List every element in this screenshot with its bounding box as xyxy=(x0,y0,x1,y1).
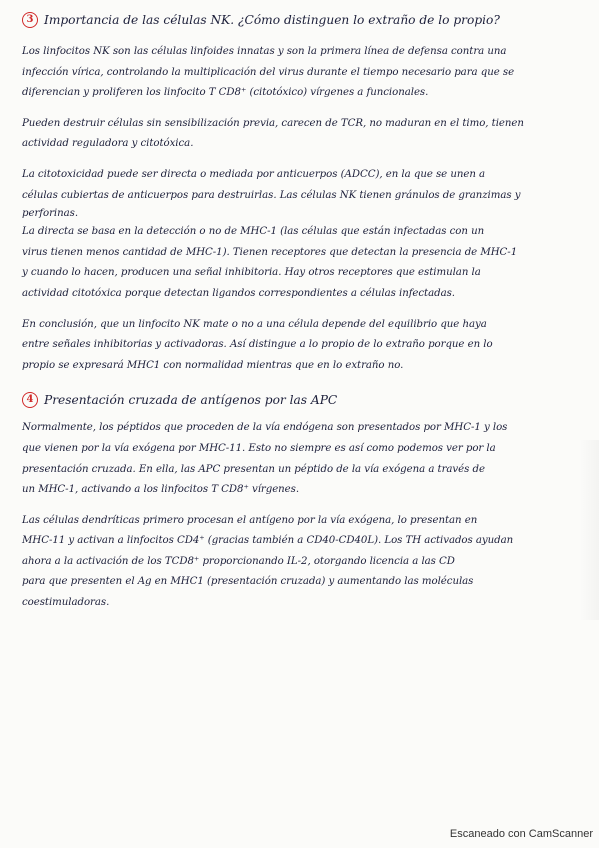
s3-line-12: actividad citotóxica porque detectan ligandos correspondientes a células infectadas. xyxy=(22,287,455,299)
section-3-heading xyxy=(22,10,588,30)
s3-line-3: diferencian y proliferen los linfocito T CD8⁺ (citotóxico) vírgenes a funcionales. xyxy=(22,87,429,99)
s4-line-6: MHC-11 y activan a linfocitos CD4⁺ (gracias también a CD40-CD40L). Los TH activados ayudan xyxy=(22,535,514,547)
section-4-title: Presentación cruzada de antígenos por las APC xyxy=(44,393,338,408)
s3-line-1: Los linfocitos NK son las células linfoides innatas y son la primera línea de defensa contra una xyxy=(22,46,507,57)
s4-line-4: un MHC-1, activando a los linfocitos T CD8⁺ vírgenes. xyxy=(22,484,300,496)
s3-line-8: perforinas. xyxy=(22,208,79,220)
s4-line-5: Las células dendríticas primero procesan el antígeno por la vía exógena, lo presentan en xyxy=(22,514,478,526)
s4-line-9: coestimuladoras. xyxy=(22,597,110,609)
s3-line-13: En conclusión, que un linfocito NK mate o no a una célula depende del equilibrio que haya xyxy=(22,318,487,330)
s3-line-11: y cuando lo hacen, producen una señal inhibitoria. Hay otros receptores que estimulan la xyxy=(22,267,481,279)
s3-line-10: virus tienen menos cantidad de MHC-1). Tienen receptores que detectan la presencia de MHC-1 xyxy=(22,246,518,258)
s4-line-3: presentación cruzada. En ella, las APC presentan un péptido de la vía exógena a través de xyxy=(22,463,485,475)
s3-line-15: propio se expresará MHC1 con normalidad mientras que en lo extraño no. xyxy=(22,359,404,371)
section-3-number-circle: 3 xyxy=(22,12,38,28)
s3-line-5: actividad reguladora y citotóxica. xyxy=(22,138,194,150)
s3-line-6: La citotoxicidad puede ser directa o mediada por anticuerpos (ADCC), en la que se unen a xyxy=(22,168,486,180)
s3-line-2: infección vírica, controlando la multiplicación del virus durante el tiempo necesario para que se xyxy=(22,66,515,78)
s4-line-8: para que presenten el Ag en MHC1 (presentación cruzada) y aumentando las moléculas xyxy=(22,576,474,588)
s4-line-7: ahora a la activación de los TCD8⁺ proporcionando IL-2, otorgando licencia a las CD xyxy=(22,555,455,567)
notes-content xyxy=(22,8,588,614)
section-4-number-circle: 4 xyxy=(22,392,38,408)
s3-line-9: La directa se basa en la detección o no de MHC-1 (las células que están infectadas con un xyxy=(22,226,485,238)
camscanner-watermark: Escaneado con CamScanner xyxy=(449,828,593,840)
s4-line-2: que vienen por la vía exógena por MHC-11. Esto no siempre es así como podemos ver por la xyxy=(22,442,496,454)
s3-line-7: células cubiertas de anticuerpos para destruirlas. Las células NK tienen gránulos de granzimas y xyxy=(22,189,521,201)
section-3-title: Importancia de las células NK. ¿Cómo distinguen lo extraño de lo propio? xyxy=(44,13,500,27)
s3-line-4: Pueden destruir células sin sensibilización previa, carecen de TCR, no maduran en el timo, tienen xyxy=(22,117,524,129)
s4-line-1: Normalmente, los péptidos que proceden de la vía endógena son presentados por MHC-1 y los xyxy=(22,422,508,434)
s3-line-14: entre señales inhibitorias y activadoras. Así distingue a lo propio de lo extraño porque en lo xyxy=(22,339,493,351)
section-4-heading xyxy=(22,390,588,410)
